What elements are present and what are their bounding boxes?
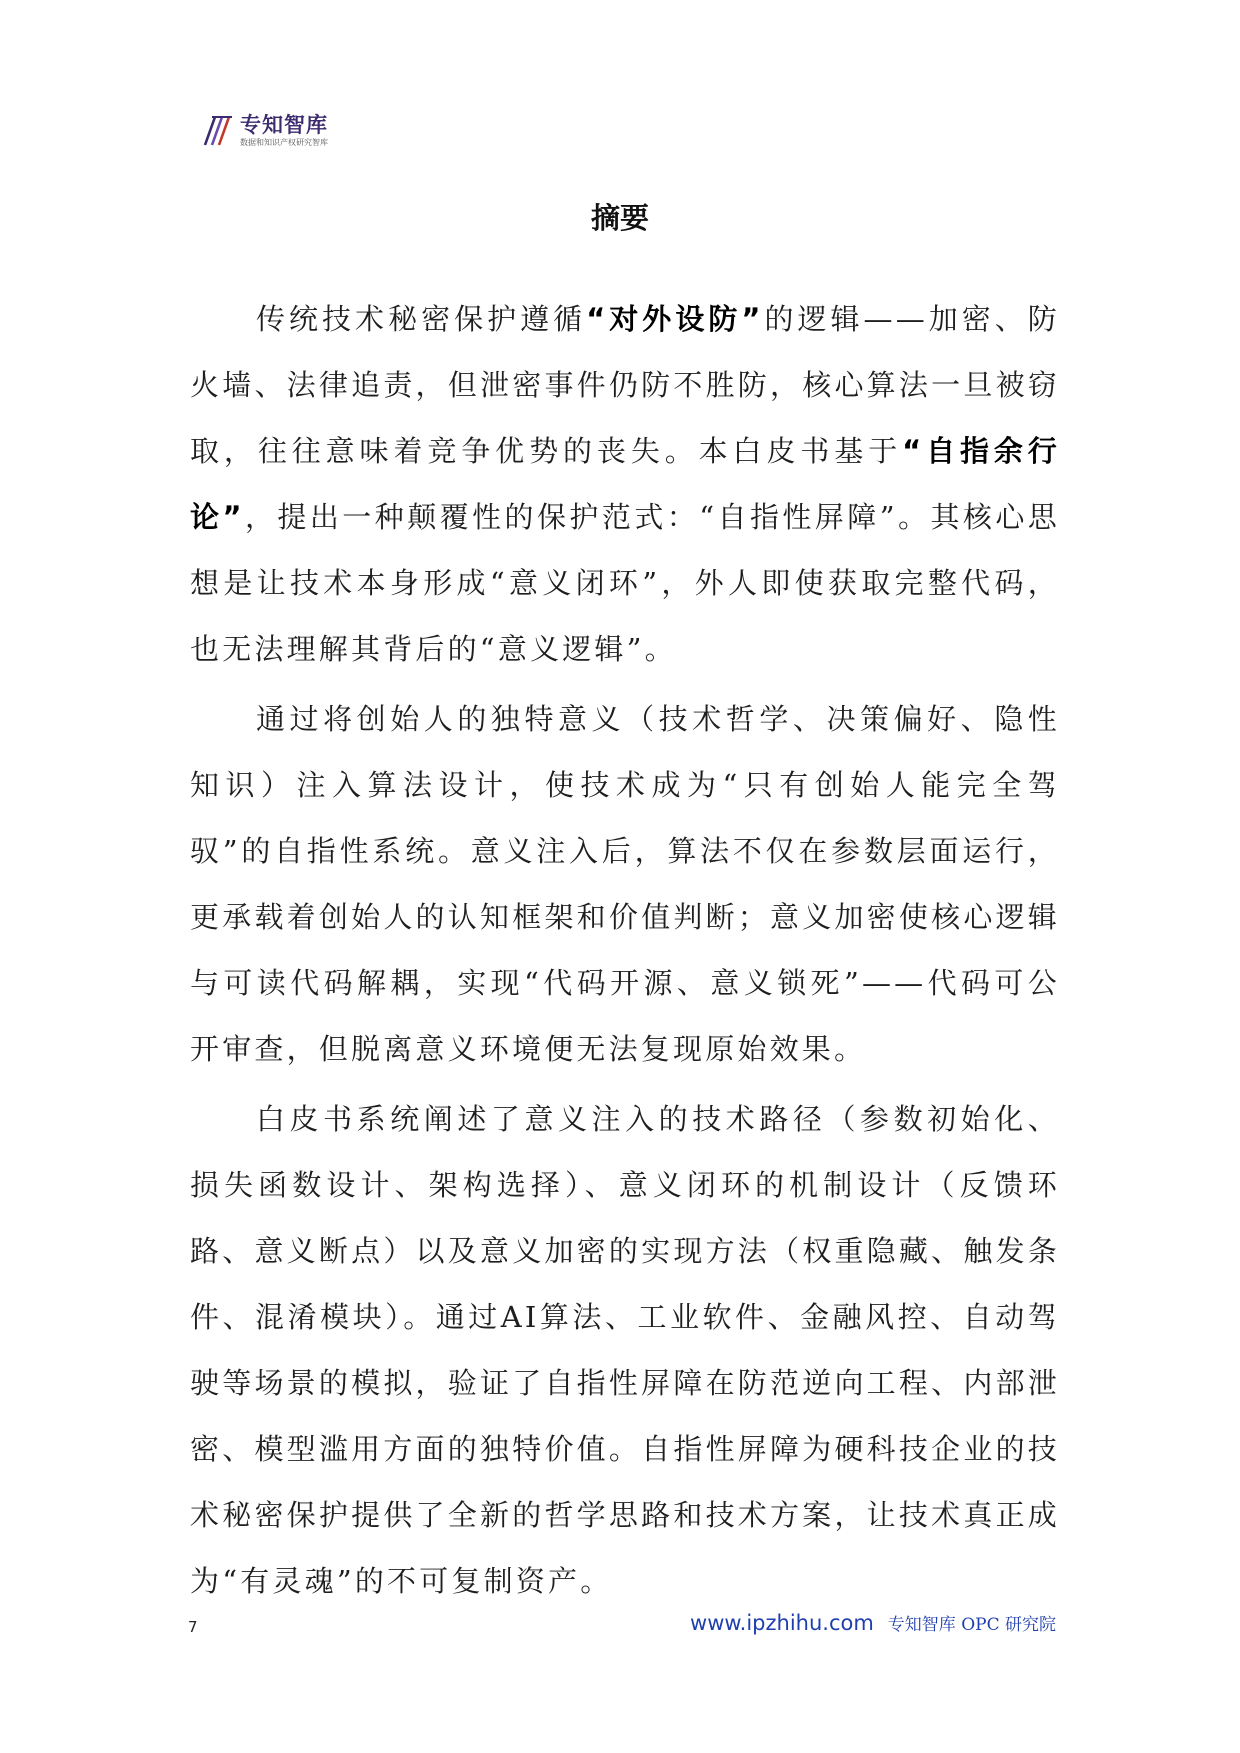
website-link[interactable]: www.ipzhihu.com (690, 1611, 874, 1635)
paragraph (190, 686, 1060, 1082)
logo (202, 113, 328, 148)
body-text: 的逻辑——加密、防火墙、法律追责，但泄密事件仍防不胜防，核心算法一旦被窃取，往往意味着竞争优势的丧失。本白皮书基于 (190, 302, 1060, 468)
logo-name: 专知智库 (240, 113, 328, 137)
body-text: 通过将创始人的独特意义（技术哲学、决策偏好、隐性知识）注入算法设计，使技术成为“只有创始人能完全驾驭”的自指性系统。意义注入后，算法不仅在参数层面运行，更承载着创始人的认知框架和价值判断；意义加密使核心逻辑与可读代码解耦，实现“代码开源、意义锁死”——代码可公开审查，但脱离意义环境便无法复现原始效果。 (190, 702, 1060, 1066)
footer (690, 1610, 1056, 1635)
page-number: 7 (188, 1618, 198, 1636)
abstract-body (190, 286, 1060, 1618)
body-text: 传统技术秘密保护遵循 (256, 302, 587, 336)
paragraph (190, 1086, 1060, 1614)
logo-subtitle: 数据和知识产权研究智库 (240, 138, 328, 147)
emphasis-text: “自指余行论” (190, 434, 1061, 534)
body-text: 白皮书系统阐述了意义注入的技术路径（参数初始化、损失函数设计、架构选择）、意义闭环的机制设计（反馈环路、意义断点）以及意义加密的实现方法（权重隐藏、触发条件、混淆模块）。通过AI算法、工业软件、金融风控、自动驾驶等场景的模拟，验证了自指性屏障在防范逆向工程、内部泄密、模型滥用方面的独特价值。自指性屏障为硬科技企业的技术秘密保护提供了全新的哲学思路和技术方案，让技术真正成为“有灵魂”的不可复制资产。 (190, 1102, 1060, 1598)
body-text: ，提出一种颠覆性的保护范式：“自指性屏障”。其核心思想是让技术本身形成“意义闭环”，外人即使获取完整代码，也无法理解其背后的“意义逻辑”。 (190, 500, 1060, 666)
page-title: 摘要 (590, 201, 649, 235)
paragraph (190, 286, 1060, 682)
logo-mark-icon (202, 114, 234, 148)
emphasis-text: “对外设防” (586, 302, 764, 336)
footer-org: 专知智库 OPC 研究院 (887, 1615, 1056, 1635)
